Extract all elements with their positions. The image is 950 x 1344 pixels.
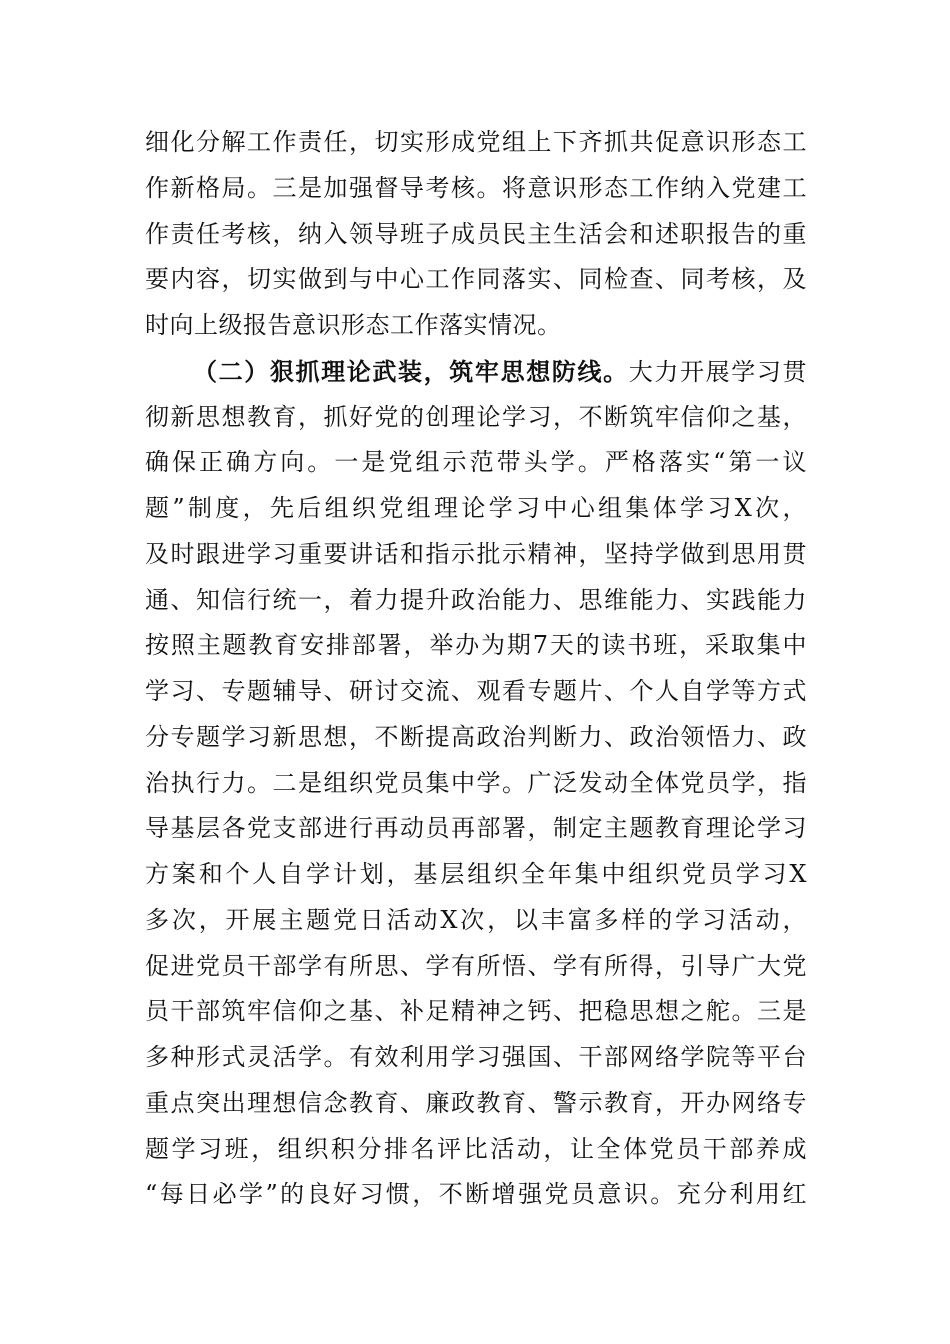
text-line: 导基层各党支部进行再动员再部署，制定主题教育理论学习 (145, 814, 807, 843)
text-line: 治执行力。二是组织党员集中学。广泛发动全体党员学，指 (145, 768, 807, 797)
paragraph-2 (145, 349, 807, 1218)
text-line: 促进党员干部学有所思、学有所悟、学有所得，引导广大党 (145, 951, 807, 980)
text-line: 学习、专题辅导、研讨交流、观看专题片、个人自学等方式 (145, 677, 807, 705)
section-heading: （二）狠抓理论武装，筑牢思想防线。 (193, 356, 629, 386)
document-body (145, 120, 807, 1218)
first-line-text: 大力开展学习贯 (628, 357, 807, 386)
paragraph-2-first-line (145, 349, 807, 395)
text-line: 及时跟进学习重要讲话和指示批示精神，坚持学做到思用贯 (145, 539, 807, 568)
text-line: 作责任考核，纳入领导班子成员民主生活会和述职报告的重 (145, 219, 807, 248)
text-line: 分专题学习新思想，不断提高政治判断力、政治领悟力、政 (145, 722, 807, 751)
text-line: 细化分解工作责任，切实形成党组上下齐抓共促意识形态工 (145, 128, 807, 156)
text-line: “每日必学”的良好习惯，不断增强党员意识。充分利用红 (145, 1180, 807, 1209)
text-line: 通、知信行统一，着力提升政治能力、思维能力、实践能力 (145, 585, 807, 614)
paragraph-1 (145, 120, 807, 349)
text-line: 作新格局。三是加强督导考核。将意识形态工作纳入党建工 (145, 173, 807, 202)
text-line: 彻新思想教育，抓好党的创理论学习，不断筑牢信仰之基， (145, 402, 807, 431)
text-line: 方案和个人自学计划，基层组织全年集中组织党员学习X (145, 860, 807, 888)
text-line: 要内容，切实做到与中心工作同落实、同检查、同考核，及 (145, 265, 807, 294)
text-line: 题”制度，先后组织党组理论学习中心组集体学习X次， (145, 494, 807, 522)
text-line: 时向上级报告意识形态工作落实情况。 (145, 311, 562, 339)
text-line: 重点突出理想信念教育、廉政教育、警示教育，开办网络专 (145, 1088, 807, 1117)
text-line: 多种形式灵活学。有效利用学习强国、干部网络学院等平台 (145, 1043, 807, 1071)
text-line: 题学习班，组织积分排名评比活动，让全体党员干部养成 (145, 1134, 807, 1163)
text-line: 按照主题教育安排部署，举办为期7天的读书班，采取集中 (145, 631, 807, 660)
text-line: 多次，开展主题党日活动X次，以丰富多样的学习活动， (145, 905, 807, 934)
text-line: 确保正确方向。一是党组示范带头学。严格落实“第一议 (145, 448, 807, 477)
text-line: 员干部筑牢信仰之基、补足精神之钙、把稳思想之舵。三是 (145, 997, 807, 1026)
